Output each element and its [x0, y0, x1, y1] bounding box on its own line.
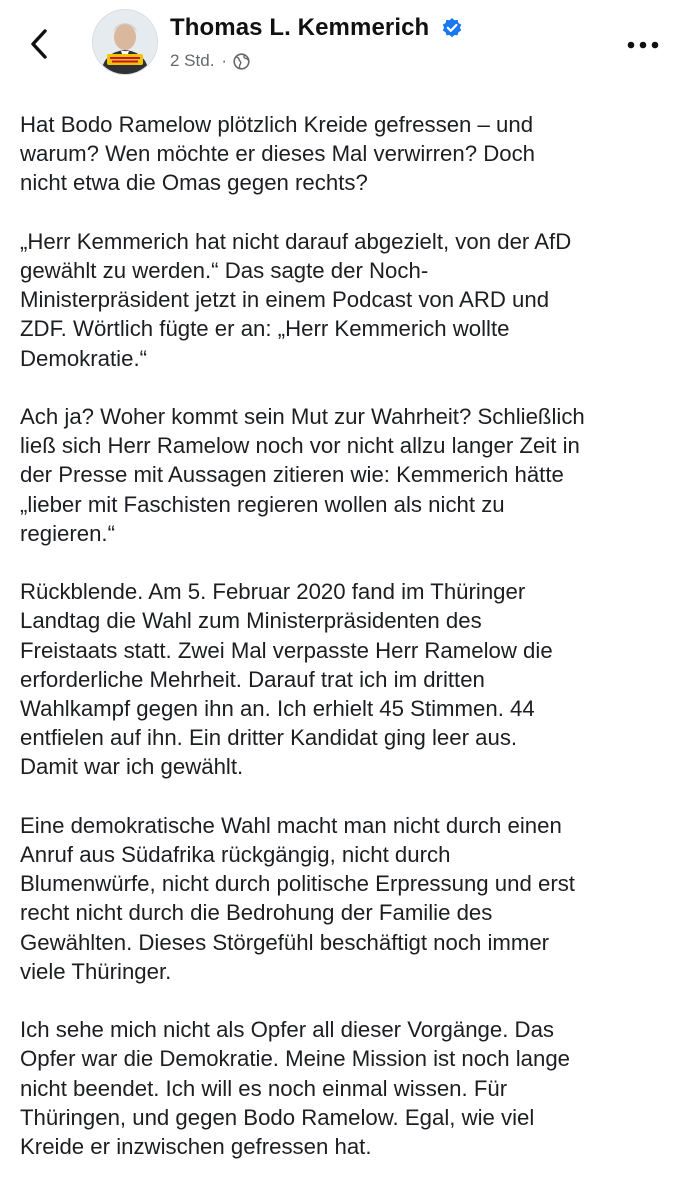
post-text-line: Damit war ich gewählt.: [20, 754, 244, 780]
post-paragraph: [20, 577, 680, 781]
post-header: [0, 0, 687, 92]
post-paragraph: [20, 110, 680, 198]
post-text-line: Opfer war die Demokratie. Meine Mission ist noch lange: [20, 1046, 570, 1072]
post-text-line: Landtag die Wahl zum Ministerpräsidenten des: [20, 608, 482, 634]
post-text-line: Ich sehe mich nicht als Opfer all dieser Vorgänge. Das: [20, 1017, 555, 1043]
post-text-line: Ministerpräsident jetzt in einem Podcast von ARD und: [20, 287, 550, 313]
post-text-line: Thüringen, und gegen Bodo Ramelow. Egal, wie viel: [20, 1104, 535, 1130]
post-text-line: entfielen auf ihn. Ein dritter Kandidat ging leer aus.: [20, 725, 518, 751]
post-text-line: nicht etwa die Omas gegen rechts?: [20, 170, 368, 196]
post-paragraph: [20, 402, 680, 548]
meta-separator: ·: [221, 51, 228, 70]
post-paragraph: [20, 227, 680, 373]
post-text: [20, 110, 680, 1161]
back-button[interactable]: [22, 24, 58, 64]
post-text-line: ZDF. Wörtlich fügte er an: „Herr Kemmerich wollte: [20, 316, 510, 342]
post-text-line: Anruf aus Südafrika rückgängig, nicht durch: [20, 842, 451, 868]
post-paragraph: [20, 811, 680, 986]
more-options-button[interactable]: [620, 28, 666, 62]
post-text-line: Ach ja? Woher kommt sein Mut zur Wahrheit? Schließlich: [20, 404, 585, 429]
post-text-line: viele Thüringer.: [20, 958, 172, 984]
post-text-line: Freistaats statt. Zwei Mal verpasste Herr Ramelow die: [20, 637, 553, 663]
globe-icon[interactable]: [233, 53, 250, 70]
post-paragraph: [20, 1015, 680, 1161]
post-text-line: regieren.“: [20, 520, 115, 546]
post-meta: [170, 50, 250, 72]
post-text-line: „Herr Kemmerich hat nicht darauf abgezielt, von der AfD: [20, 228, 572, 254]
post-text-line: recht nicht durch die Bedrohung der Familie des: [20, 900, 493, 926]
post-text-line: gewählt zu werden.“ Das sagte der Noch-: [20, 258, 429, 283]
post-text-line: Blumenwürfe, nicht durch politische Erpressung und erst: [20, 871, 575, 897]
avatar[interactable]: [93, 10, 157, 74]
timestamp[interactable]: 2 Std.: [170, 51, 215, 70]
verified-badge-icon: [441, 17, 463, 39]
post-text-line: warum? Wen möchte er dieses Mal verwirren? Doch: [20, 141, 536, 167]
post-text-line: der Presse mit Aussagen zitieren wie: Kemmerich hätte: [20, 462, 564, 488]
post-text-line: „lieber mit Faschisten regieren wollen als nicht zu: [20, 491, 505, 517]
post-text-line: Demokratie.“: [20, 345, 147, 371]
post-text-line: Wahlkampf gegen ihn an. Ich erhielt 45 Stimmen. 44: [20, 696, 535, 722]
post-text-line: erforderliche Mehrheit. Darauf trat ich im dritten: [20, 666, 485, 692]
chevron-left-icon: [22, 24, 58, 64]
more-horizontal-icon: [620, 28, 666, 62]
post-text-line: Kreide er inzwischen gefressen hat.: [20, 1134, 372, 1160]
post-text-line: Eine demokratische Wahl macht man nicht durch einen: [20, 812, 562, 838]
post-text-line: nicht beendet. Ich will es noch einmal wissen. Für: [20, 1075, 508, 1101]
author-name[interactable]: Thomas L. Kemmerich: [170, 14, 430, 41]
post-text-line: ließ sich Herr Ramelow noch vor nicht allzu langer Zeit in: [20, 433, 580, 459]
post-text-line: Hat Bodo Ramelow plötzlich Kreide gefressen – und: [20, 112, 534, 137]
post-text-line: Gewählten. Dieses Störgefühl beschäftigt noch immer: [20, 929, 550, 955]
post-text-line: Rückblende. Am 5. Februar 2020 fand im Thüringer: [20, 579, 526, 605]
